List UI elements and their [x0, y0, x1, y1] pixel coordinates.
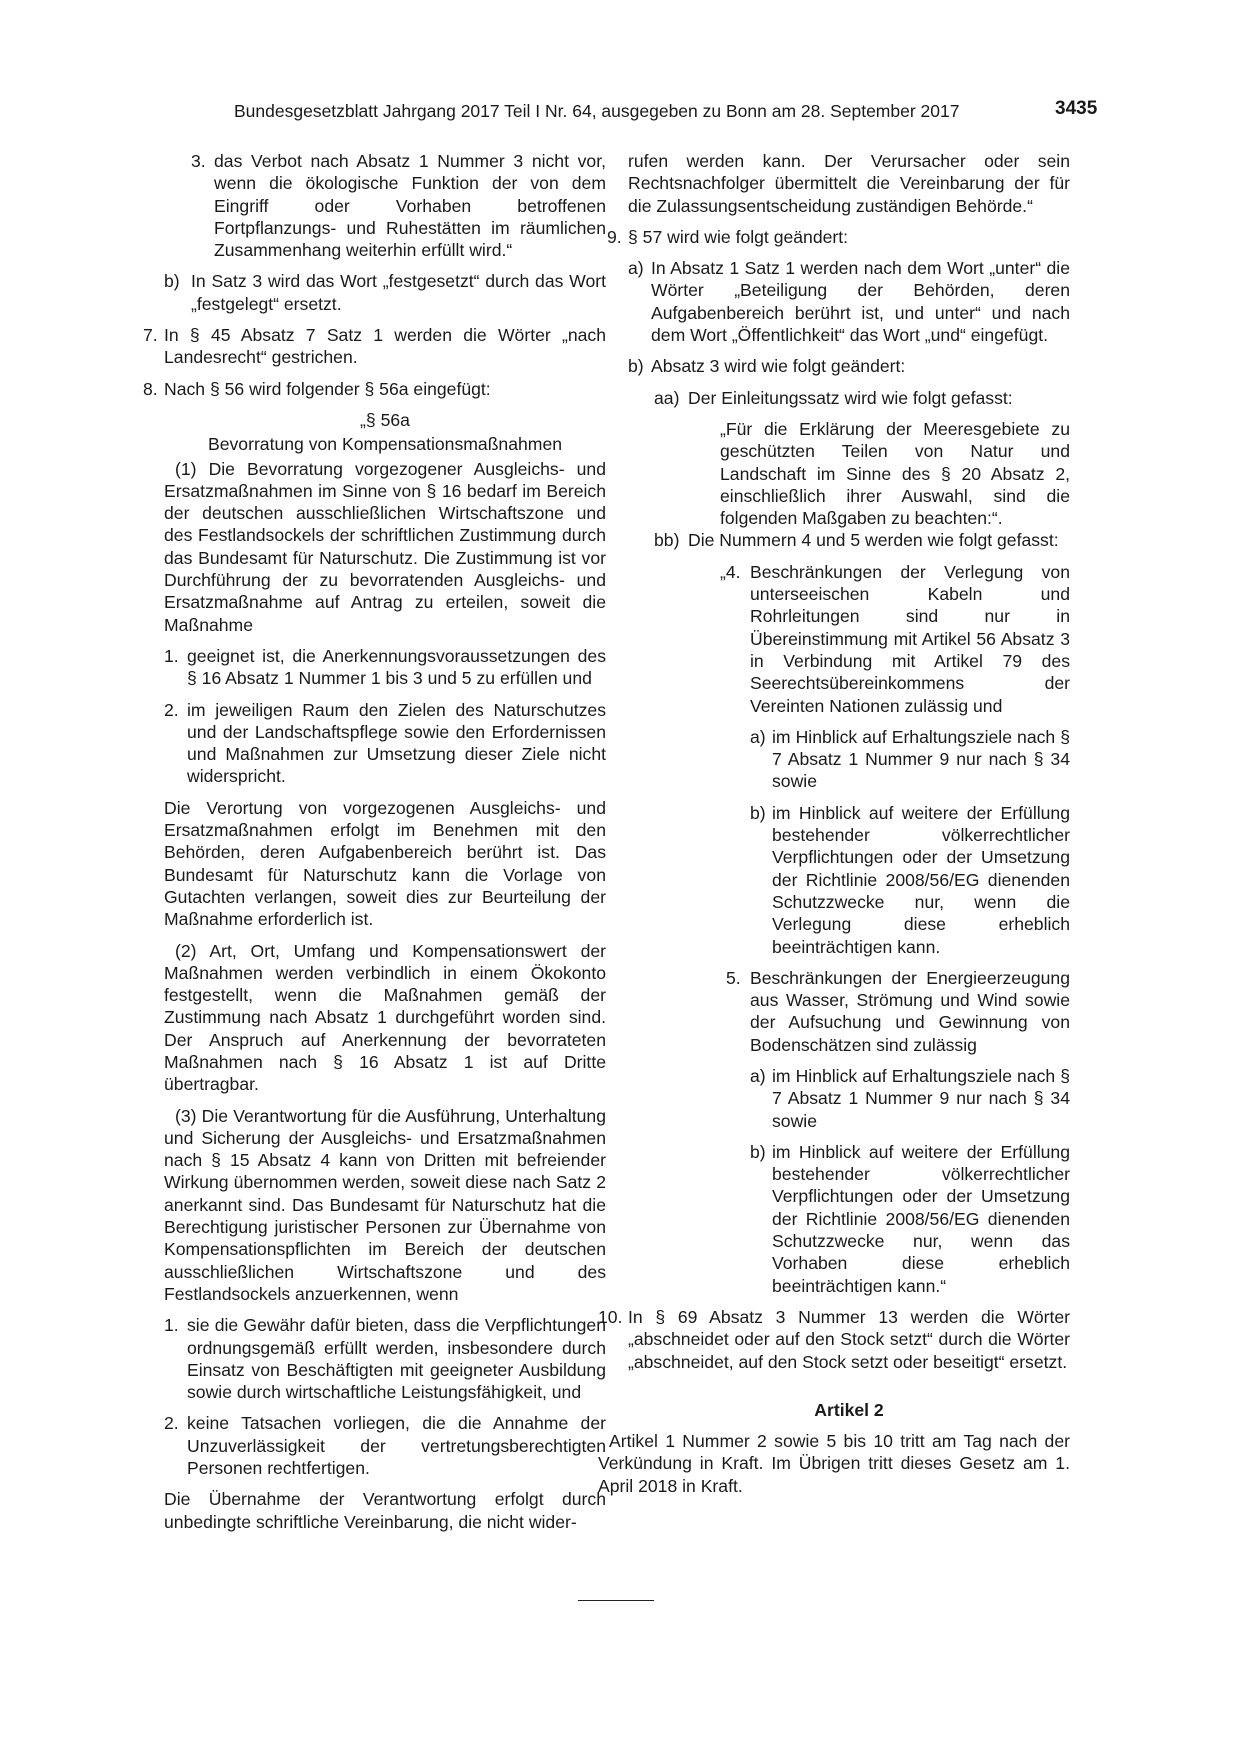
item-label: b)	[164, 271, 180, 292]
item-label: a)	[750, 726, 766, 747]
new-number-4b	[628, 802, 1070, 958]
gazette-header: Bundesgesetzblatt Jahrgang 2017 Teil I Nr. 64, ausgegeben zu Bonn am 28. September 2017	[234, 101, 960, 121]
paragraph-1-item-1	[164, 645, 606, 690]
item-text: keine Tatsachen vorliegen, die die Annahme der Unzuverlässigkeit der vertretungsberechtigten Personen rechtfertigen.	[187, 1413, 606, 1479]
paragraph-1: (1) Die Bevorratung vorgezogener Ausgleichs- und Ersatzmaßnahmen im Sinne von § 16 bedarf im Bereich der deutschen ausschließlichen Wirtschaftszone und des Festlandsockels der schriftlichen Zustimmung durch das Bundesamt für Naturschutz. Die Zustimmung ist vor Durchführung der zu bevorratenden Ausgleichs- und Ersatzmaßnahme auf Antrag zu erteilen, soweit die Maßnahme	[164, 458, 606, 635]
section-title: Bevorratung von Kompensationsmaßnahmen	[207, 434, 563, 455]
item-label: a)	[750, 1065, 766, 1086]
list-item-7	[143, 324, 606, 369]
item-label: 10.	[598, 1306, 623, 1327]
article-2-heading: Artikel 2	[814, 1399, 884, 1420]
item-text: In Satz 3 wird das Wort „festgesetzt“ durch das Wort „festgelegt“ ersetzt.	[191, 271, 606, 314]
item-label: 3.	[191, 151, 206, 171]
item-label: „4.	[720, 561, 741, 582]
paragraph-2: (2) Art, Ort, Umfang und Kompensationswert der Maßnahmen werden verbindlich in einem Ökokonto festgestellt, wenn die Maßnahmen gemäß der Zustimmung nach Absatz 1 durchgeführt worden sind. Der Anspruch auf Anerkennung der bevorrateten Maßnahmen nach § 16 Absatz 1 ist auf Dritte übertragbar.	[164, 940, 606, 1095]
page-number: 3435	[1055, 98, 1098, 119]
list-item-aa	[628, 387, 1070, 409]
item-label: aa)	[654, 387, 680, 408]
item-label: b)	[750, 1141, 766, 1162]
new-number-5	[628, 967, 1070, 1056]
item-text: im Hinblick auf Erhaltungsziele nach § 7 Absatz 1 Nummer 9 nur nach § 34 sowie	[772, 726, 1070, 792]
item-label: a)	[628, 258, 644, 279]
new-number-5a	[628, 1065, 1070, 1132]
right-column	[598, 150, 1070, 1506]
paragraph-3-closing: Die Übernahme der Verantwortung erfolgt durch unbedingte schriftliche Vereinbarung, die nicht wider-	[164, 1489, 606, 1532]
item-text: sie die Gewähr dafür bieten, dass die Verpflichtungen ordnungsgemäß erfüllt werden, insbesondere durch Einsatz von Beschäftigten mit geeigneter Ausbildung sowie durch wirtschaftliche Leistungsfähigkeit, und	[187, 1315, 606, 1403]
paragraph-3-item-2	[164, 1412, 606, 1479]
item-text: das Verbot nach Absatz 1 Nummer 3 nicht vor, wenn die ökologische Funktion der von dem Eingriff oder Vorhaben betroffenen Fortpflanzungs- und Ruhestätten im räumlichen Zusammenhang weiterhin erfüllt wird.“	[214, 151, 606, 261]
new-number-5b	[628, 1141, 1070, 1297]
list-item-10	[598, 1306, 1070, 1373]
section-number: „§ 56a	[360, 409, 410, 430]
item-text: im jeweiligen Raum den Zielen des Naturschutzes und der Landschaftspflege sowie den Erfordernissen und Maßnahmen zur Umsetzung dieser Ziele nicht widerspricht.	[187, 699, 606, 787]
item-label: b)	[628, 356, 644, 377]
item-label: 7.	[143, 325, 158, 346]
item-label: b)	[750, 802, 766, 823]
item-text: Beschränkungen der Verlegung von unterseeischen Kabeln und Rohrleitungen sind nur in Übereinstimmung mit Artikel 56 Absatz 3 in Verbindung mit Artikel 79 des Seerechtsübereinkommens der Vereinten Nationen zulässig und	[750, 561, 1070, 716]
item-text: In § 69 Absatz 3 Nummer 13 werden die Wörter „abschneidet oder auf den Stock setzt“ durch die Wörter „abschneidet, auf den Stock setzt oder beseitigt“ ersetzt.	[628, 1306, 1070, 1372]
paragraph-3-item-1	[164, 1314, 606, 1403]
list-item-bb	[628, 529, 1070, 551]
item-text: im Hinblick auf weitere der Erfüllung bestehender völkerrechtlicher Verpflichtungen oder der Umsetzung der Richtlinie 2008/56/EG dienenden Schutzzwecke nur, wenn die Verlegung diese erheblich beeinträchtigen kann.	[772, 802, 1070, 957]
item-text: geeignet ist, die Anerkennungsvoraussetzungen des § 16 Absatz 1 Nummer 1 bis 3 und 5 zu erfüllen und	[187, 645, 606, 689]
item-label: 2.	[164, 699, 179, 720]
item-label: bb)	[654, 530, 680, 551]
list-item-3	[164, 150, 606, 261]
item-text: In Absatz 1 Satz 1 werden nach dem Wort „unter“ die Wörter „Beteiligung der Behörden, deren Aufgabenbereich berührt ist, und unter“ und nach dem Wort „Öffentlichkeit“ das Wort „und“ eingefügt.	[651, 258, 1070, 346]
new-number-4	[628, 561, 1070, 717]
paragraph-3: (3) Die Verantwortung für die Ausführung, Unterhaltung und Sicherung der Ausgleichs- und Ersatzmaßnahmen nach § 15 Absatz 4 kann von Dritten mit befreiender Wirkung übernommen werden, soweit diese nach Satz 2 anerkannt sind. Das Bundesamt für Naturschutz hat die Berechtigung juristischer Personen zur Übernahme von Kompensationspflichten im Bereich der deutschen ausschließlichen Wirtschaftszone und des Festlandsockels anzuerkennen, wenn	[164, 1105, 606, 1304]
list-item-9	[607, 226, 1070, 248]
list-item-9b	[628, 355, 1070, 377]
item-label: 1.	[164, 645, 179, 666]
paragraph-1-item-2	[164, 699, 606, 788]
new-number-4a	[628, 726, 1070, 793]
item-text: Nach § 56 wird folgender § 56a eingefügt:	[164, 378, 491, 399]
list-item-8	[143, 378, 606, 400]
item-text: im Hinblick auf weitere der Erfüllung bestehender völkerrechtlicher Verpflichtungen oder der Umsetzung der Richtlinie 2008/56/EG dienenden Schutzzwecke nur, wenn das Vorhaben diese erheblich beeinträchtigen kann.“	[772, 1141, 1070, 1296]
item-text: Absatz 3 wird wie folgt geändert:	[651, 356, 906, 377]
list-item-9a	[628, 257, 1070, 346]
paragraph-1-closing: Die Verortung von vorgezogenen Ausgleichs- und Ersatzmaßnahmen erfolgt im Benehmen mit den Behörden, deren Aufgabenbereich berührt ist. Das Bundesamt für Naturschutz kann die Vorlage von Gutachten verlangen, soweit dies zur Beurteilung der Maßnahme erforderlich ist.	[164, 797, 606, 930]
list-item-b	[164, 270, 606, 315]
closing-rule	[578, 1600, 654, 1601]
item-text: Die Nummern 4 und 5 werden wie folgt gefasst:	[688, 530, 1059, 551]
item-text: Beschränkungen der Energieerzeugung aus Wasser, Strömung und Wind sowie der Aufsuchung und Gewinnung von Bodenschätzen sind zulässig	[750, 967, 1070, 1055]
left-column	[143, 150, 606, 1533]
continued-text: rufen werden kann. Der Verursacher oder sein Rechtsnachfolger übermittelt die Vereinbarung der für die Zulassungsentscheidung zuständigen Behörde.“	[628, 151, 1070, 216]
item-text: Der Einleitungssatz wird wie folgt gefasst:	[688, 387, 1013, 408]
item-text: In § 45 Absatz 7 Satz 1 werden die Wörter „nach Landesrecht“ gestrichen.	[164, 325, 606, 368]
item-label: 5.	[726, 967, 741, 988]
item-label: 2.	[164, 1413, 179, 1434]
item-text: § 57 wird wie folgt geändert:	[628, 226, 849, 247]
article-2-text: Artikel 1 Nummer 2 sowie 5 bis 10 tritt am Tag nach der Verkündung in Kraft. Im Übrigen tritt dieses Gesetz am 1. April 2018 in Kraft.	[598, 1431, 1070, 1496]
item-label: 9.	[607, 226, 622, 247]
item-text: im Hinblick auf Erhaltungsziele nach § 7 Absatz 1 Nummer 9 nur nach § 34 sowie	[772, 1065, 1070, 1131]
item-label: 8.	[143, 378, 158, 399]
item-label: 1.	[164, 1315, 179, 1336]
quoted-introduction: „Für die Erklärung der Meeresgebiete zu geschützten Teilen von Natur und Landschaft im Sinne des § 20 Absatz 2, einschließlich ihrer Auswahl, sind die folgenden Maßgaben zu beachten:“.	[720, 418, 1070, 529]
